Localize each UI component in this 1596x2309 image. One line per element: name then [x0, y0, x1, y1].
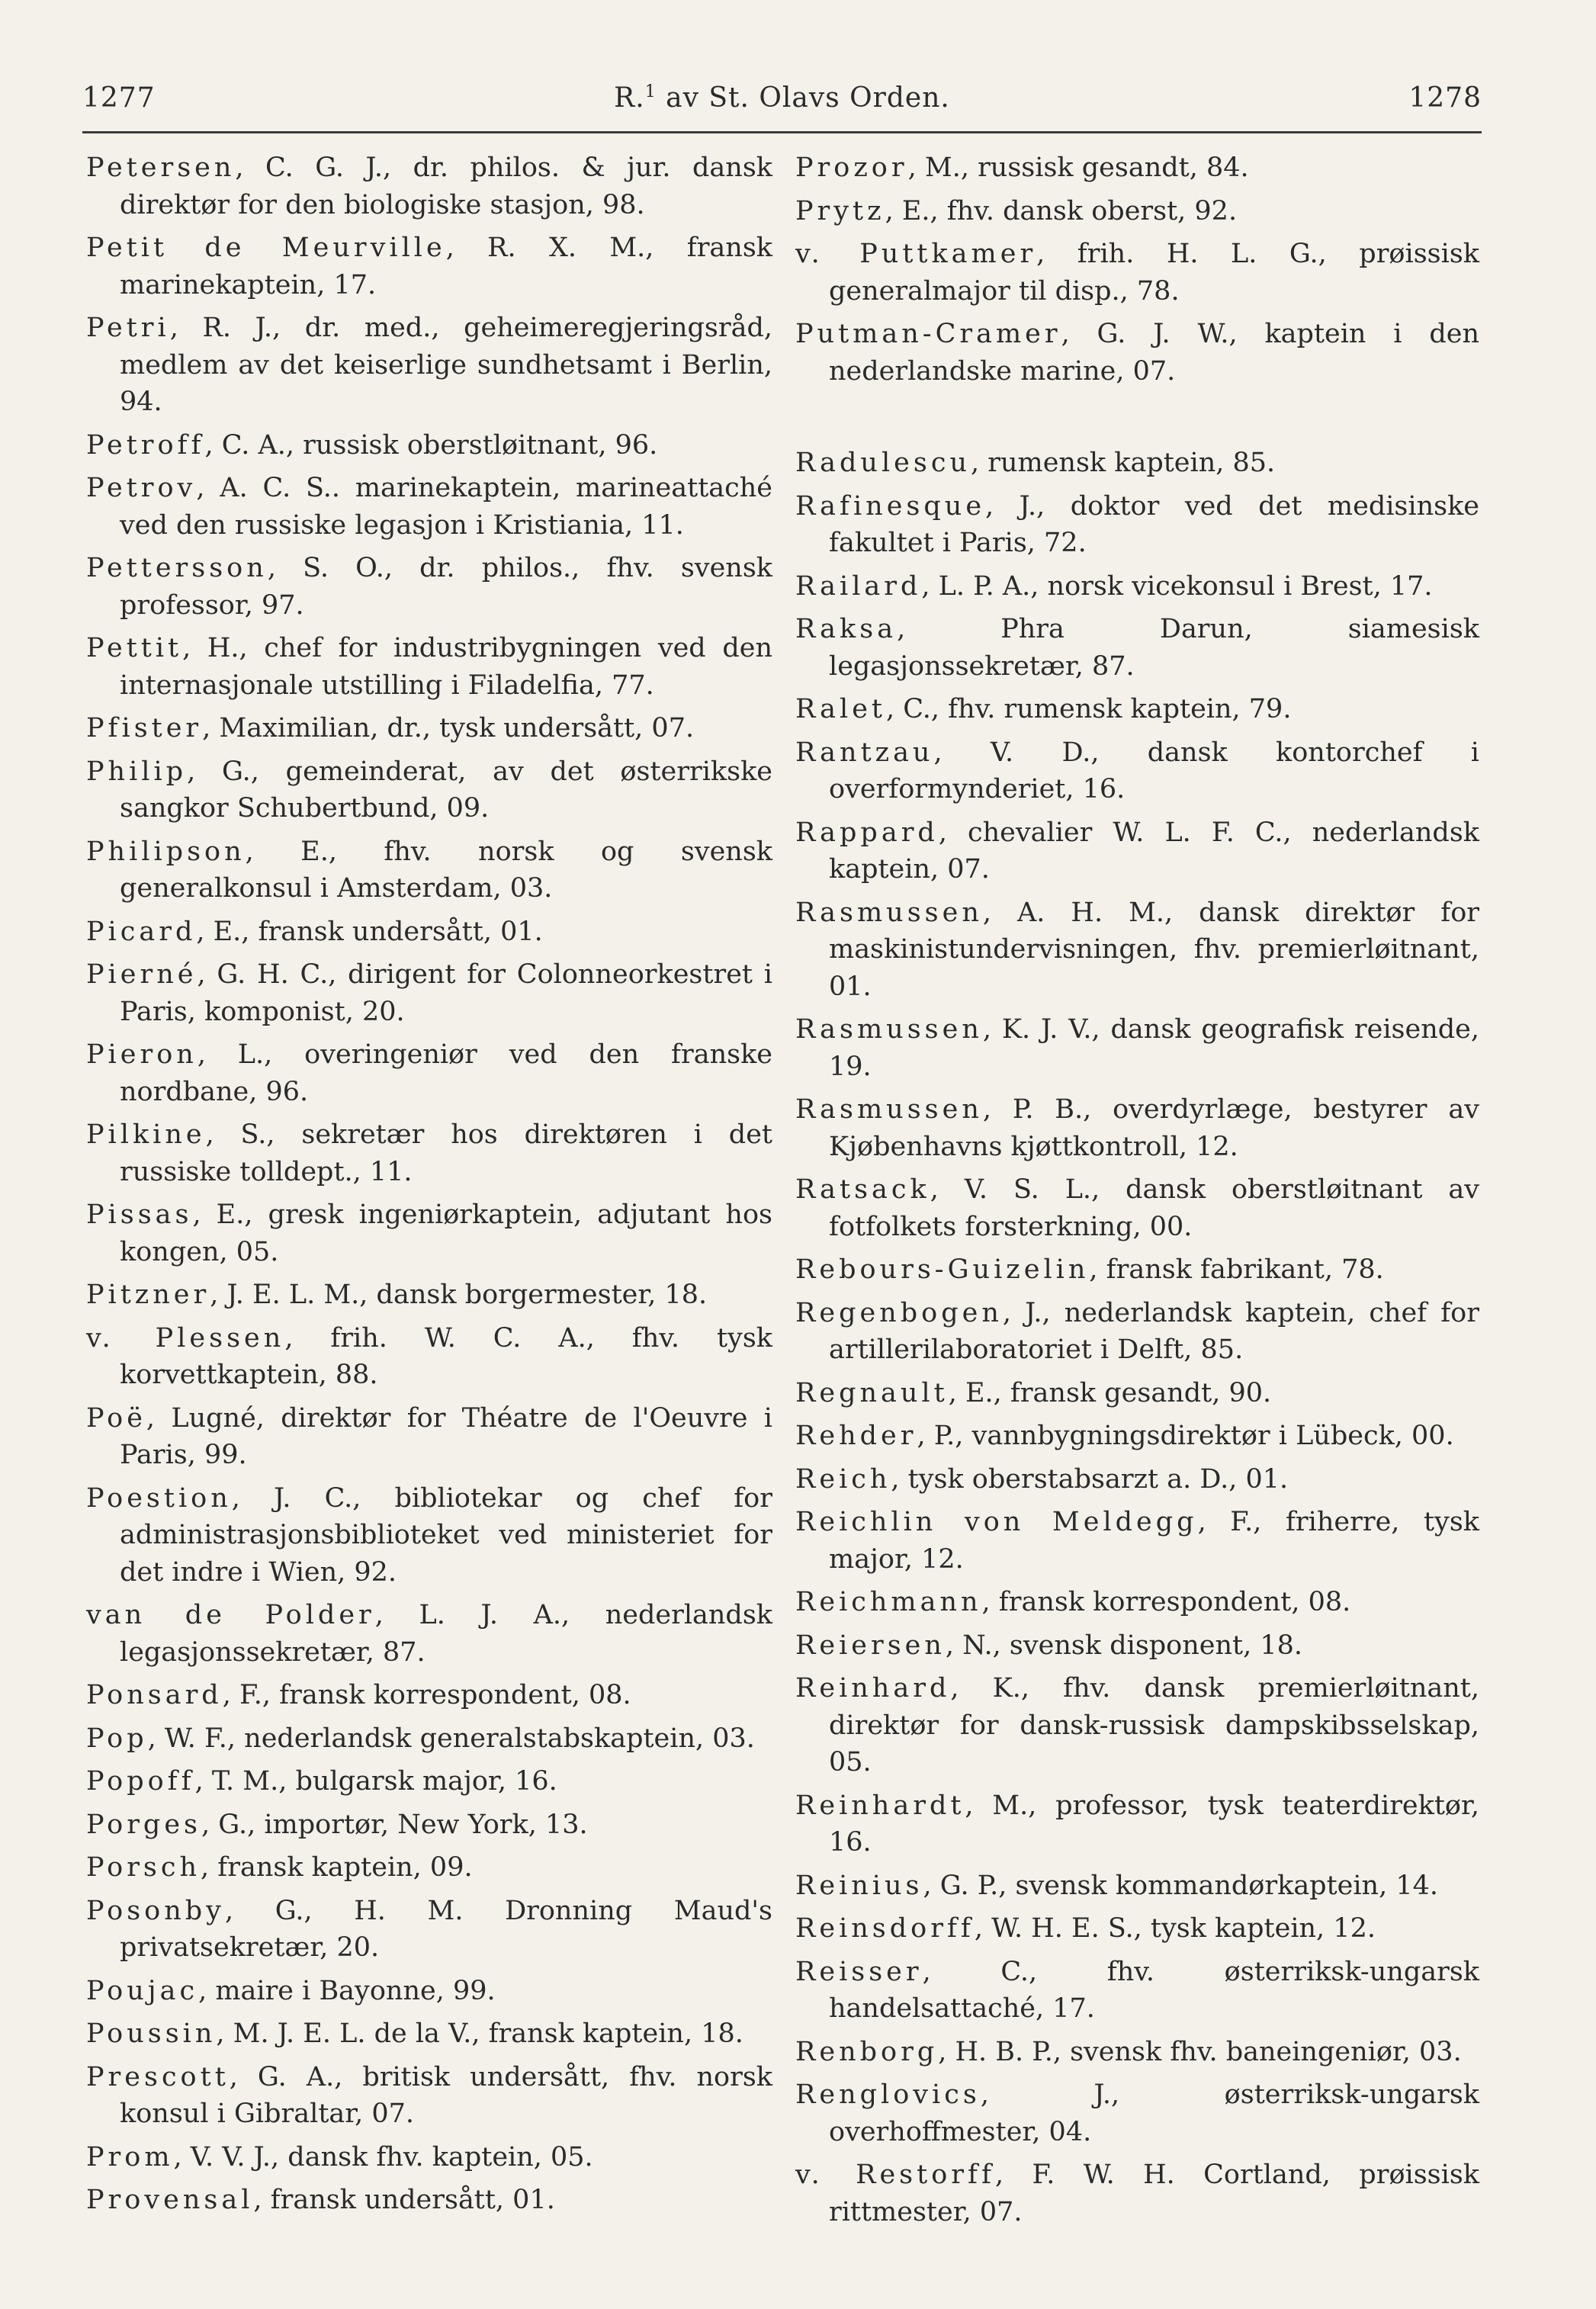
entry-gap: [86, 1757, 772, 1763]
entry-description: , V. V. J., dansk fhv. kaptein, 05.: [173, 2141, 593, 2173]
index-entry: [795, 1504, 1479, 1578]
entry-description: , J., doktor ved det medisinske fakultet i Paris, 72.: [829, 490, 1479, 558]
index-entry: [86, 833, 772, 907]
entry-name: Pop: [86, 1723, 148, 1754]
entry-gap: [86, 303, 772, 310]
entry-gap: [795, 187, 1479, 193]
index-entry: [86, 470, 772, 544]
entry-description: , W. H. E. S., tysk kaptein, 12.: [974, 1913, 1376, 1944]
entry-description: , fransk fabrikant, 78.: [1089, 1254, 1384, 1285]
entry-name: Provensal: [86, 2185, 254, 2215]
entry-gap: [795, 1369, 1479, 1375]
index-entry: [86, 1320, 772, 1394]
entry-gap: [86, 1671, 772, 1677]
index-entry: [86, 1763, 772, 1800]
entry-description: , F., friherre, tysk major, 12.: [829, 1507, 1480, 1575]
index-entry: [86, 710, 772, 747]
index-entry: [86, 956, 772, 1030]
entry-gap: [795, 1664, 1479, 1670]
index-entry: [795, 734, 1479, 808]
entry-name: Poë: [86, 1402, 146, 1434]
entry-description: , H., chef for industribygningen ved den internasjonale utstilling i Filadelfia, 77.: [120, 633, 772, 701]
entry-name: Reinhardt: [795, 1790, 965, 1821]
entry-gap: [86, 2009, 772, 2015]
index-entry: [795, 1091, 1479, 1165]
entry-name: Picard: [86, 916, 197, 947]
entry-description: , M., russisk gesandt, 84.: [907, 153, 1249, 183]
entry-name: Renborg: [795, 2036, 939, 2067]
entry-name: Railard: [795, 570, 922, 602]
entry-gap: [86, 624, 772, 630]
entry-gap: [795, 685, 1479, 691]
index-entry: [86, 2059, 772, 2133]
index-entry: [86, 1973, 772, 2010]
entry-gap: [86, 1887, 772, 1893]
index-entry: [86, 149, 772, 223]
entry-description: , maire i Bayonne, 99.: [198, 1975, 496, 2006]
entry-description: , G. P., svensk kommandørkaptein, 14.: [923, 1870, 1439, 1901]
entry-gap: [86, 421, 772, 427]
index-entry: [795, 236, 1479, 310]
section-gap: [795, 396, 1479, 445]
index-entry: [86, 2182, 772, 2219]
index-entry: [795, 814, 1479, 888]
entry-name: Rehder: [795, 1421, 917, 1451]
page-number-left: 1277: [82, 82, 156, 114]
index-entry: [795, 316, 1479, 390]
entry-name: Prozor: [795, 153, 908, 183]
entry-description: , L. J. A., nederlandsk legasjonssekretær, 87.: [120, 1600, 772, 1668]
entry-description: , F. W. H. Cortland, prøissisk rittmester, 07.: [829, 2160, 1479, 2227]
entry-gap: [86, 1714, 772, 1720]
entry-description: , J., østerriksk-ungarsk overhoffmester, 04.: [829, 2079, 1479, 2147]
index-entry: [795, 2034, 1479, 2071]
entry-description: , R. J., dr. med., geheimeregjeringsråd, medlem av det keiserlige sundhetsamt i Berlin, 94.: [120, 313, 772, 417]
entry-name: Philipson: [86, 836, 246, 867]
entry-gap: [86, 1030, 772, 1036]
entry-gap: [795, 230, 1479, 236]
entry-description: , Maximilian, dr., tysk undersått, 07.: [202, 713, 695, 743]
entry-name: Popoff: [86, 1766, 195, 1797]
entry-gap: [86, 544, 772, 550]
entry-description: , Phra Darun, siamesisk legasjonssekretær, 87.: [829, 614, 1479, 682]
index-entry: [795, 1670, 1479, 1781]
entry-gap: [795, 605, 1479, 611]
entry-description: , E., fhv. dansk oberst, 92.: [885, 195, 1238, 226]
entry-name: Prom: [86, 2141, 174, 2173]
entry-description: , E., fransk undersått, 01.: [196, 916, 543, 947]
entry-gap: [86, 704, 772, 710]
entry-name: Reisser: [795, 1956, 923, 1987]
entry-description: , C., fhv. rumensk kaptein, 79.: [886, 694, 1292, 724]
entry-name: Ponsard: [86, 1680, 223, 1710]
entry-description: , E., gresk ingeniørkaptein, adjutant hos kongen, 05.: [120, 1199, 772, 1267]
entry-description: , frih. H. L. G., prøissisk generalmajor til disp., 78.: [829, 239, 1479, 307]
entry-description: , P., vannbygningsdirektør i Lübeck, 00.: [917, 1421, 1454, 1451]
entry-description: , G., H. M. Dronning Maud's privatsekretær, 20.: [120, 1895, 772, 1963]
index-entry: [86, 2015, 772, 2053]
entry-description: , R. X. M., fransk marinekaptein, 17.: [120, 233, 772, 300]
index-entry: [795, 1418, 1479, 1455]
entry-gap: [795, 2070, 1479, 2076]
index-entry: [795, 1954, 1479, 2028]
entry-gap: [795, 1289, 1479, 1295]
entry-gap: [795, 1578, 1479, 1584]
index-entry: [795, 1787, 1479, 1861]
entry-gap: [795, 1005, 1479, 1011]
index-entry: [795, 1910, 1479, 1948]
entry-name: Petroff: [86, 429, 205, 461]
entry-gap: [86, 464, 772, 470]
right-column: [795, 149, 1479, 2230]
entry-name: Philip: [86, 756, 188, 787]
entry-gap: [795, 1455, 1479, 1461]
index-entry: [86, 753, 772, 827]
entry-name: Reich: [795, 1463, 891, 1495]
entry-name: Reiersen: [795, 1630, 946, 1661]
entry-name: Rasmussen: [795, 1014, 983, 1045]
entry-description: , fransk kaptein, 09.: [201, 1852, 473, 1883]
entry-description: , J. C., bibliotekar og chef for administrasjonsbiblioteket ved ministeriet for det indre i Wien, 92.: [120, 1482, 772, 1588]
index-entry: [86, 550, 772, 624]
entry-description: , C. A., russisk oberstløitnant, 96.: [204, 429, 658, 461]
entry-description: , C. G. J., dr. philos. & jur. dansk direktør for den biologiske stasjon, 98.: [120, 153, 772, 220]
index-entry: [795, 2076, 1479, 2150]
entry-name: Reinhard: [795, 1673, 951, 1704]
entry-name: van de Polder: [86, 1600, 375, 1630]
entry-gap: [795, 1245, 1479, 1251]
entry-name: Poujac: [86, 1975, 199, 2006]
entry-name: Rafinesque: [795, 490, 986, 522]
entry-name: Prescott: [86, 2061, 230, 2092]
index-entry: [795, 1584, 1479, 1621]
entry-name: Porsch: [86, 1852, 201, 1883]
entry-description: , tysk oberstabsarzt a. D., 01.: [891, 1463, 1289, 1495]
entry-gap: [795, 1781, 1479, 1787]
entry-gap: [86, 1314, 772, 1320]
entry-gap: [795, 1498, 1479, 1504]
entry-name: Reichlin von Meldegg: [795, 1507, 1198, 1537]
entry-gap: [795, 1165, 1479, 1171]
index-entry: [86, 1196, 772, 1270]
entry-description: , K., fhv. dansk premierløitnant, direktør for dansk-russisk dampskibsselskap, 05.: [829, 1673, 1479, 1778]
entry-name: Reichmann: [795, 1587, 982, 1617]
entry-description: , F., fransk korrespondent, 08.: [222, 1680, 631, 1710]
entry-name: Ratsack: [795, 1174, 930, 1205]
entry-description: , G., importør, New York, 13.: [201, 1809, 588, 1840]
entry-name: Petersen: [86, 153, 236, 183]
index-entry: [795, 1011, 1479, 1085]
index-entry: [795, 1375, 1479, 1412]
index-entry: [795, 1867, 1479, 1905]
index-entry: [86, 1400, 772, 1474]
entry-name: Petri: [86, 313, 170, 343]
entry-gap: [795, 2150, 1479, 2156]
left-column: [86, 149, 772, 2219]
entry-description: , G. J. W., kaptein i den nederlandske marine, 07.: [829, 319, 1479, 387]
entry-name: Pitzner: [86, 1280, 210, 1310]
entry-description: , W. F., nederlandsk generalstabskaptein, 03.: [147, 1723, 755, 1754]
index-entry: [86, 427, 772, 464]
entry-gap: [795, 808, 1479, 814]
entry-name: Rasmussen: [795, 897, 983, 928]
entry-gap: [86, 1800, 772, 1806]
index-entry: [795, 894, 1479, 1006]
entry-gap: [86, 907, 772, 914]
entry-description: , H. B. P., svensk fhv. baneingeniør, 03.: [938, 2036, 1462, 2067]
entry-gap: [86, 223, 772, 230]
entry-description: , A. H. M., dansk direktør for maskinistundervisningen, fhv. premierløitnant, 01.: [829, 897, 1479, 1002]
entry-description: , V. S. L., dansk oberstløitnant av fotfolkets forsterkning, 00.: [829, 1174, 1479, 1242]
entry-description: , S., sekretær hos direktøren i det russiske tolldept., 11.: [120, 1119, 772, 1187]
index-entry: [86, 630, 772, 704]
index-entry: [795, 445, 1479, 482]
entry-gap: [86, 1474, 772, 1480]
entry-gap: [86, 1190, 772, 1196]
entry-description: , P. B., overdyrlæge, bestyrer av Kjøbenhavns kjøttkontroll, 12.: [829, 1094, 1479, 1162]
entry-description: , V. D., dansk kontorchef i overformynderiet, 16.: [829, 737, 1479, 804]
entry-description: , J., nederlandsk kaptein, chef for artillerilaboratoriet i Delft, 85.: [829, 1297, 1479, 1365]
entry-description: , K. J. V., dansk geografisk reisende, 19.: [829, 1014, 1479, 1082]
entry-description: , Lugné, direktør for Théatre de l'Oeuvre i Paris, 99.: [120, 1402, 772, 1470]
title-superscript: 1: [644, 82, 657, 101]
entry-gap: [795, 2028, 1479, 2034]
entry-description: , J. E. L. M., dansk borgermester, 18.: [210, 1280, 708, 1310]
entry-gap: [795, 482, 1479, 488]
entry-gap: [795, 1085, 1479, 1091]
index-entry: [86, 914, 772, 951]
entry-gap: [86, 827, 772, 833]
index-entry: [86, 1480, 772, 1591]
entry-name: v. Restorff: [795, 2160, 995, 2190]
entry-name: Pissas: [86, 1199, 193, 1230]
entry-name: Ralet: [795, 694, 886, 724]
entry-name: Pierné: [86, 959, 197, 990]
entry-name: Porges: [86, 1809, 202, 1840]
entry-gap: [795, 728, 1479, 734]
index-entry: [795, 1295, 1479, 1369]
entry-gap: [795, 1411, 1479, 1418]
index-entry: [795, 488, 1479, 562]
entry-description: , G. H. C., dirigent for Colonneorkestret i Paris, komponist, 20.: [120, 959, 772, 1027]
entry-name: Pettit: [86, 633, 183, 663]
entry-description: , T. M., bulgarsk major, 16.: [194, 1766, 557, 1797]
entry-name: Regnault: [795, 1377, 949, 1408]
entry-name: Poussin: [86, 2018, 217, 2049]
entry-gap: [795, 888, 1479, 894]
entry-name: Prytz: [795, 195, 885, 226]
index-entry: [86, 1677, 772, 1714]
entry-description: , fransk undersått, 01.: [253, 2185, 555, 2215]
entry-description: , G., gemeinderat, av det østerrikske sangkor Schubertbund, 09.: [120, 756, 772, 824]
entry-name: Rasmussen: [795, 1094, 983, 1125]
entry-description: , C., fhv. østerriksk-ungarsk handelsattaché, 17.: [829, 1956, 1479, 2024]
entry-gap: [795, 390, 1479, 396]
entry-gap: [86, 950, 772, 956]
entry-gap: [86, 2133, 772, 2139]
entry-gap: [795, 1904, 1479, 1910]
entry-description: , M. J. E. L. de la V., fransk kaptein, 18.: [216, 2018, 743, 2049]
entry-name: Rappard: [795, 817, 939, 848]
entry-name: Posonby: [86, 1895, 225, 1926]
title-rest: av St. Olavs Orden.: [656, 82, 950, 114]
index-entry: [795, 1461, 1479, 1498]
entry-gap: [795, 1861, 1479, 1867]
entry-gap: [795, 562, 1479, 568]
entry-name: Pieron: [86, 1039, 197, 1070]
index-entry: [795, 2156, 1479, 2230]
entry-name: Putman-Cramer: [795, 319, 1061, 349]
entry-description: , L. P. A., norsk vicekonsul i Brest, 17.: [921, 570, 1433, 602]
entry-name: Rantzau: [795, 737, 934, 768]
index-entry: [86, 1720, 772, 1758]
entry-description: , fransk korrespondent, 08.: [981, 1587, 1351, 1617]
entry-gap: [86, 1270, 772, 1277]
index-entry: [86, 1806, 772, 1844]
index-entry: [795, 691, 1479, 728]
entry-name: Regenbogen: [795, 1297, 1003, 1328]
running-title: [82, 82, 1482, 114]
index-entry: [795, 611, 1479, 685]
entry-name: Petit de Meurville: [86, 233, 446, 263]
entry-gap: [795, 310, 1479, 316]
entry-gap: [86, 2053, 772, 2059]
entry-gap: [86, 1394, 772, 1400]
entry-name: Radulescu: [795, 448, 971, 478]
entry-name: v. Plessen: [86, 1322, 285, 1354]
entry-gap: [795, 1621, 1479, 1627]
entry-description: , M., professor, tysk teaterdirektør, 16.: [829, 1790, 1479, 1858]
index-entry: [795, 568, 1479, 605]
index-entry: [86, 1893, 772, 1967]
index-entry: [86, 230, 772, 303]
entry-gap: [86, 2176, 772, 2182]
entry-name: v. Puttkamer: [795, 239, 1037, 269]
entry-description: , chevalier W. L. F. C., nederlandsk kaptein, 07.: [829, 817, 1479, 885]
entry-name: Pfister: [86, 713, 203, 743]
index-entry: [86, 1849, 772, 1887]
index-entry: [86, 1036, 772, 1110]
index-entry: [86, 310, 772, 421]
entry-name: Poestion: [86, 1482, 232, 1514]
page-number-right: 1278: [1408, 82, 1482, 114]
entry-description: , A. C. S.. marinekaptein, marineattaché ved den russiske legasjon i Kristiania, 11.: [120, 473, 772, 541]
entry-gap: [86, 1591, 772, 1597]
entry-gap: [86, 1110, 772, 1116]
entry-gap: [86, 1967, 772, 1973]
entry-name: Reinsdorff: [795, 1913, 975, 1944]
header-rule: [82, 131, 1482, 133]
entry-description: , E., fransk gesandt, 90.: [948, 1377, 1272, 1408]
entry-name: Rebours-Guizelin: [795, 1254, 1090, 1285]
index-entry: [795, 149, 1479, 187]
entry-description: , E., fhv. norsk og svensk generalkonsul i Amsterdam, 03.: [120, 836, 772, 904]
entry-name: Pilkine: [86, 1119, 206, 1150]
index-entry: [795, 1627, 1479, 1665]
entry-description: , N., svensk disponent, 18.: [945, 1630, 1303, 1661]
title-prefix: R.: [614, 82, 645, 114]
entry-description: , L., overingeniør ved den franske nordbane, 96.: [120, 1039, 772, 1107]
index-entry: [86, 1277, 772, 1314]
entry-description: , S. O., dr. philos., fhv. svensk professor, 97.: [120, 553, 772, 621]
entry-name: Raksa: [795, 614, 898, 644]
index-entry: [86, 2139, 772, 2176]
entry-description: , G. A., britisk undersått, fhv. norsk konsul i Gibraltar, 07.: [120, 2061, 772, 2129]
entry-gap: [86, 747, 772, 753]
entry-name: Petrov: [86, 473, 197, 503]
running-header: [82, 82, 1482, 128]
index-entry: [795, 1251, 1479, 1289]
entry-gap: [86, 1843, 772, 1849]
index-entry: [795, 193, 1479, 230]
entry-gap: [795, 1948, 1479, 1954]
entry-name: Renglovics: [795, 2079, 981, 2110]
index-entry: [795, 1171, 1479, 1245]
index-entry: [86, 1597, 772, 1671]
entry-name: Pettersson: [86, 553, 268, 583]
entry-description: , rumensk kaptein, 85.: [970, 448, 1276, 478]
entry-description: , frih. W. C. A., fhv. tysk korvettkaptein, 88.: [120, 1322, 772, 1390]
entry-name: Reinius: [795, 1870, 923, 1901]
index-entry: [86, 1116, 772, 1190]
